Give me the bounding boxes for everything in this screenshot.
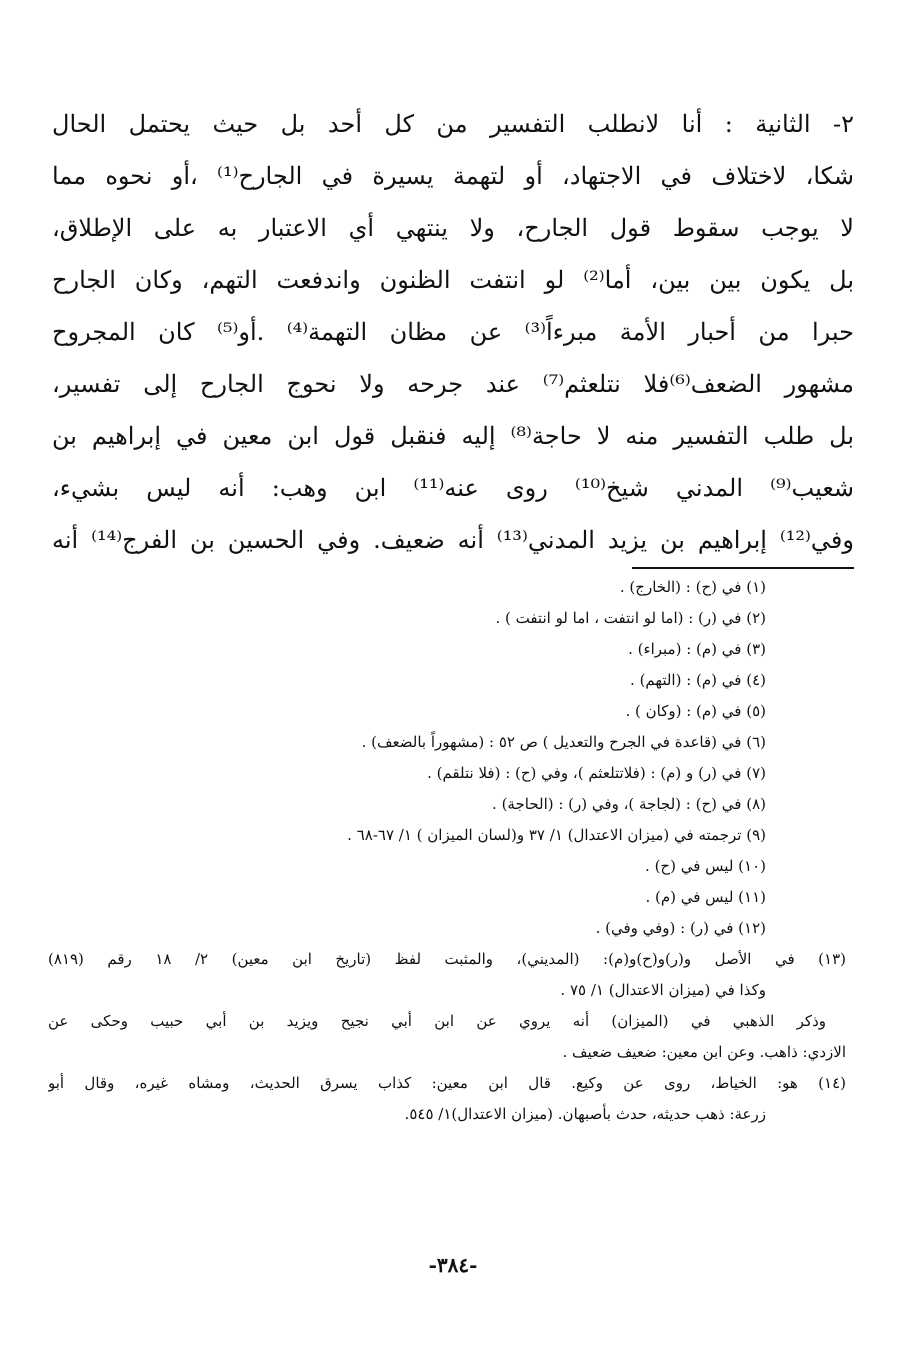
main-text-line: وفي⁽¹²⁾ إبراهيم بن يزيد المدني⁽¹³⁾ أنه ضعيف. وفي الحسين بن الفرج⁽¹⁴⁾ أنه [52, 526, 854, 554]
main-text-line: بل يكون بين بين، أما⁽²⁾ لو انتفت الظنون واندفعت التهم، وكان الجارح [52, 266, 854, 294]
main-text-line: بل طلب التفسير منه لا حاجة⁽⁸⁾ إليه فنقبل قول ابن معين في إبراهيم بن [52, 422, 854, 450]
page-number: -٣٨٤- [428, 1253, 478, 1277]
main-text-line: حبرا من أحبار الأمة مبرءاً⁽³⁾ عن مظان التهمة⁽⁴⁾ .أو⁽⁵⁾ كان المجروح [52, 318, 854, 346]
footnote-13-paragraph-continuation: الازدي: ذاهب. وعن ابن معين: ضعيف ضعيف . [562, 1043, 846, 1061]
main-text-line: مشهور الضعف⁽⁶⁾فلا نتلعثم⁽⁷⁾ عند جرحه ولا نحوج الجارح إلى تفسير، [52, 370, 854, 398]
footnote-1: (١) في (ح) : (الخارج) . [619, 578, 766, 596]
footnote-9: (٩) ترجمته في (ميزان الاعتدال) ١/ ٣٧ و(لسان الميزان ) ١/ ٦٧-٦٨ . [347, 826, 766, 844]
main-text-line: ٢- الثانية : أنا لانطلب التفسير من كل أحد بل حيث يحتمل الحال [52, 110, 854, 138]
main-text-line: شكا، لاختلاف في الاجتهاد، أو لتهمة يسيرة في الجارح⁽¹⁾ ،أو نحوه مما [52, 162, 854, 190]
footnote-3: (٣) في (م) : (مبراء) . [628, 640, 766, 658]
footnotes-block [48, 572, 846, 1130]
main-text-line: شعيب⁽⁹⁾ المدني شيخ⁽¹⁰⁾ روى عنه⁽¹¹⁾ ابن وهب: أنه ليس بشيء، [52, 474, 854, 502]
footnote-13: (١٣) في الأصل و(ر)و(ح)و(م): (المديني)، والمثبت لفظ (تاريخ ابن معين) ٢/ ١٨ رقم (٨١٩) [48, 950, 846, 968]
main-text-block [52, 98, 854, 566]
footnote-13-continuation: وكذا في (ميزان الاعتدال) ١/ ٧٥ . [560, 981, 766, 999]
footnote-14-continuation: زرعة: ذهب حديثه، حدث بأصبهان. (ميزان الاعتدال)١/ ٥٤٥. [404, 1105, 766, 1123]
footnote-5: (٥) في (م) : (وكان ) . [625, 702, 766, 720]
footnote-4: (٤) في (م) : (التهم) . [630, 671, 766, 689]
footnote-13-paragraph: وذكر الذهبي في (الميزان) أنه يروي عن ابن أبي نجيح ويزيد بن أبي حبيب وحكى عن [48, 1012, 826, 1030]
main-text-line: لا يوجب سقوط قول الجارح، ولا ينتهي أي الاعتبار به على الإطلاق، [52, 214, 854, 242]
footnote-2: (٢) في (ر) : (اما لو انتفت ، اما لو انتفت ) . [495, 609, 766, 627]
footnote-12: (١٢) في (ر) : (وفي وفي) . [595, 919, 766, 937]
footnote-8: (٨) في (ح) : (لجاجة )، وفي (ر) : (الحاجة) . [492, 795, 766, 813]
footnote-14: (١٤) هو: الخياط، روى عن وكيع. قال ابن معين: كذاب يسرق الحديث، ومشاه غيره، وقال أبو [48, 1074, 846, 1092]
footnote-7: (٧) في (ر) و (م) : (فلاتتلعثم )، وفي (ح) : (فلا نتلقم) . [427, 764, 766, 782]
footnote-6: (٦) في (قاعدة في الجرح والتعديل ) ص ٥٢ : (مشهوراً بالضعف) . [361, 733, 766, 751]
footnote-10: (١٠) ليس في (ح) . [645, 857, 766, 875]
footnote-11: (١١) ليس في (م) . [645, 888, 766, 906]
footnote-separator [632, 567, 854, 569]
